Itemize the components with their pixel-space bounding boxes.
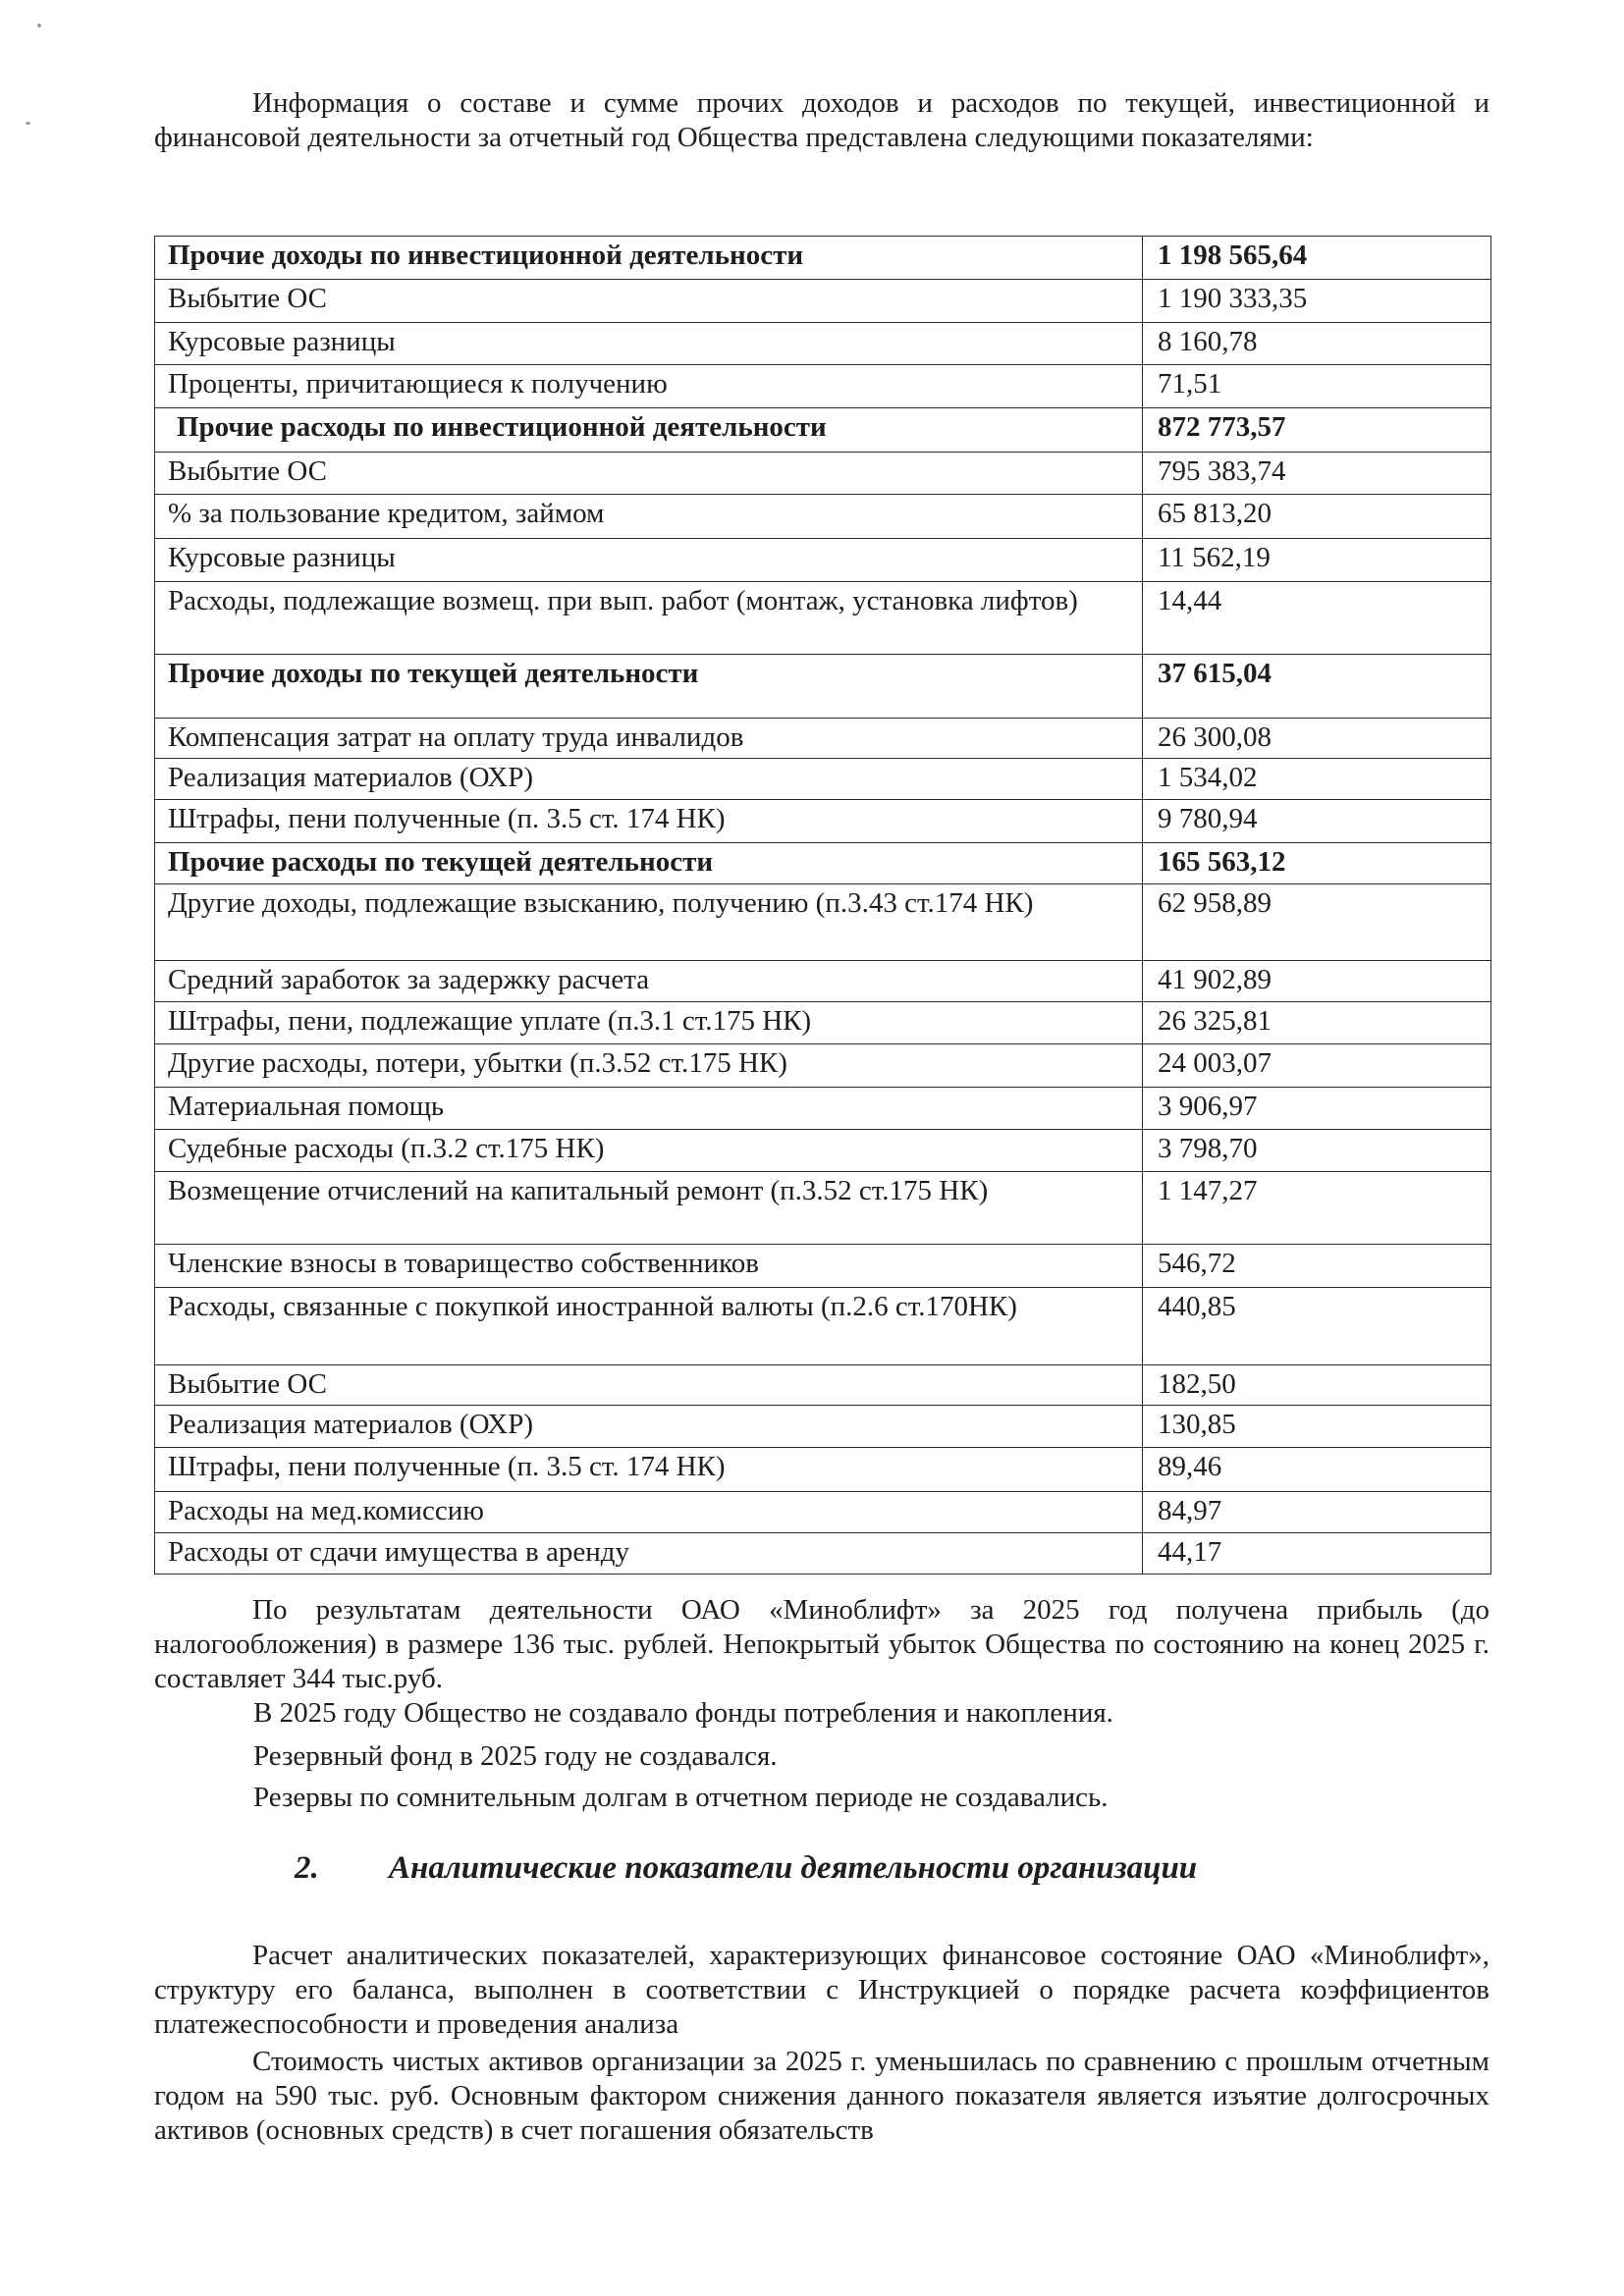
net-assets-paragraph: Стоимость чистых активов организации за 2025 г. уменьшилась по сравнению с прошлым отчетным годом на 590 тыс. руб. Основным фактором снижения данного показателя является изъятие долгосрочных активов (основных средств) в счет погашения обязательств <box>154 2046 1489 2146</box>
table-row <box>155 655 1491 719</box>
table-row <box>155 453 1491 495</box>
table-row <box>155 365 1491 408</box>
row-label: Прочие расходы по инвестиционной деятельности <box>155 408 1143 453</box>
row-value: 41 902,89 <box>1143 961 1491 1002</box>
row-value: 26 325,81 <box>1143 1002 1491 1044</box>
row-value: 14,44 <box>1143 582 1491 655</box>
row-label: Проценты, причитающиеся к получению <box>155 365 1143 408</box>
table-row <box>155 280 1491 323</box>
row-label: Штрафы, пени полученные (п. 3.5 ст. 174 НК) <box>155 800 1143 843</box>
row-label: Расходы от сдачи имущества в аренду <box>155 1533 1143 1575</box>
table-row <box>155 1448 1491 1492</box>
row-label: Компенсация затрат на оплату труда инвалидов <box>155 719 1143 759</box>
row-value: 11 562,19 <box>1143 539 1491 582</box>
table-row <box>155 1002 1491 1044</box>
row-value: 1 147,27 <box>1143 1172 1491 1245</box>
table-row <box>155 961 1491 1002</box>
row-label: Возмещение отчислений на капитальный ремонт (п.3.52 ст.175 НК) <box>155 1172 1143 1245</box>
table-row <box>155 1288 1491 1365</box>
analytics-paragraph: Расчет аналитических показателей, характеризующих финансовое состояние ОАО «Миноблифт», структуру его баланса, выполнен в соответствии с Инструкцией о порядке расчета коэффициентов платежеспособности и проведения анализа <box>154 1940 1489 2040</box>
table-row <box>155 719 1491 759</box>
table-row <box>155 539 1491 582</box>
row-label: Другие доходы, подлежащие взысканию, получению (п.3.43 ст.174 НК) <box>155 884 1143 961</box>
table-row <box>155 582 1491 655</box>
row-value: 3 906,97 <box>1143 1088 1491 1130</box>
row-label: Расходы, связанные с покупкой иностранной валюты (п.2.6 ст.170НК) <box>155 1288 1143 1365</box>
table-row <box>155 1130 1491 1172</box>
section-title: Аналитические показатели деятельности организации <box>389 1850 1198 1886</box>
scan-speck <box>37 24 41 27</box>
table-row <box>155 1533 1491 1575</box>
profit-paragraph: По результатам деятельности ОАО «Миноблифт» за 2025 год получена прибыль (до налогообложения) в размере 136 тыс. рублей. Непокрытый убыток Общества по состоянию на конец 2025 г. составляет 344 тыс.руб. <box>154 1594 1489 1694</box>
row-label: Выбытие ОС <box>155 280 1143 323</box>
scan-speck <box>26 122 30 125</box>
row-label: Членские взносы в товарищество собственников <box>155 1245 1143 1288</box>
row-label: Выбытие ОС <box>155 1365 1143 1406</box>
reserve-fund-statement: Резервный фонд в 2025 году не создавался. <box>253 1740 778 1772</box>
section-number: 2. <box>295 1850 319 1886</box>
row-value: 130,85 <box>1143 1406 1491 1448</box>
row-label: Расходы, подлежащие возмещ. при вып. работ (монтаж, установка лифтов) <box>155 582 1143 655</box>
row-value: 37 615,04 <box>1143 655 1491 719</box>
row-value: 440,85 <box>1143 1288 1491 1365</box>
row-value: 65 813,20 <box>1143 495 1491 539</box>
table-row <box>155 884 1491 961</box>
row-value: 71,51 <box>1143 365 1491 408</box>
table-row <box>155 1172 1491 1245</box>
row-label: Реализация материалов (ОХР) <box>155 1406 1143 1448</box>
row-label: Реализация материалов (ОХР) <box>155 759 1143 800</box>
income-expense-table <box>154 236 1491 1575</box>
row-value: 795 383,74 <box>1143 453 1491 495</box>
section-heading <box>295 1850 1197 1887</box>
row-label: Расходы на мед.комиссию <box>155 1492 1143 1533</box>
row-label: Штрафы, пени полученные (п. 3.5 ст. 174 НК) <box>155 1448 1143 1492</box>
table-row <box>155 237 1491 280</box>
row-value: 546,72 <box>1143 1245 1491 1288</box>
row-label: Прочие доходы по инвестиционной деятельности <box>155 237 1143 280</box>
row-label: Выбытие ОС <box>155 453 1143 495</box>
table-row <box>155 1088 1491 1130</box>
table-row <box>155 1044 1491 1088</box>
table-row <box>155 759 1491 800</box>
row-label: Штрафы, пени, подлежащие уплате (п.3.1 ст.175 НК) <box>155 1002 1143 1044</box>
table-body <box>155 237 1491 1575</box>
row-value: 8 160,78 <box>1143 323 1491 365</box>
row-label: Курсовые разницы <box>155 323 1143 365</box>
table-row <box>155 1245 1491 1288</box>
row-label: Курсовые разницы <box>155 539 1143 582</box>
row-label: Прочие доходы по текущей деятельности <box>155 655 1143 719</box>
row-value: 165 563,12 <box>1143 843 1491 884</box>
table-row <box>155 323 1491 365</box>
row-label: Другие расходы, потери, убытки (п.3.52 ст.175 НК) <box>155 1044 1143 1088</box>
row-value: 1 198 565,64 <box>1143 237 1491 280</box>
table-row <box>155 843 1491 884</box>
row-label: Прочие расходы по текущей деятельности <box>155 843 1143 884</box>
row-value: 44,17 <box>1143 1533 1491 1575</box>
row-value: 1 534,02 <box>1143 759 1491 800</box>
table-row <box>155 800 1491 843</box>
table-row <box>155 495 1491 539</box>
row-label: % за пользование кредитом, займом <box>155 495 1143 539</box>
doubtful-debts-statement: Резервы по сомнительным долгам в отчетном периоде не создавались. <box>253 1782 1109 1813</box>
row-value: 182,50 <box>1143 1365 1491 1406</box>
row-value: 24 003,07 <box>1143 1044 1491 1088</box>
row-value: 62 958,89 <box>1143 884 1491 961</box>
row-value: 84,97 <box>1143 1492 1491 1533</box>
row-value: 89,46 <box>1143 1448 1491 1492</box>
row-label: Средний заработок за задержку расчета <box>155 961 1143 1002</box>
table-row <box>155 1406 1491 1448</box>
row-label: Судебные расходы (п.3.2 ст.175 НК) <box>155 1130 1143 1172</box>
intro-paragraph: Информация о составе и сумме прочих доходов и расходов по текущей, инвестиционной и финансовой деятельности за отчетный год Общества представлена следующими показателями: <box>154 87 1489 153</box>
row-value: 1 190 333,35 <box>1143 280 1491 323</box>
row-label: Материальная помощь <box>155 1088 1143 1130</box>
funds-statement: В 2025 году Общество не создавало фонды потребления и накопления. <box>253 1697 1113 1729</box>
row-value: 872 773,57 <box>1143 408 1491 453</box>
table-row <box>155 1492 1491 1533</box>
table-row <box>155 408 1491 453</box>
row-value: 26 300,08 <box>1143 719 1491 759</box>
row-value: 3 798,70 <box>1143 1130 1491 1172</box>
table-row <box>155 1365 1491 1406</box>
row-value: 9 780,94 <box>1143 800 1491 843</box>
